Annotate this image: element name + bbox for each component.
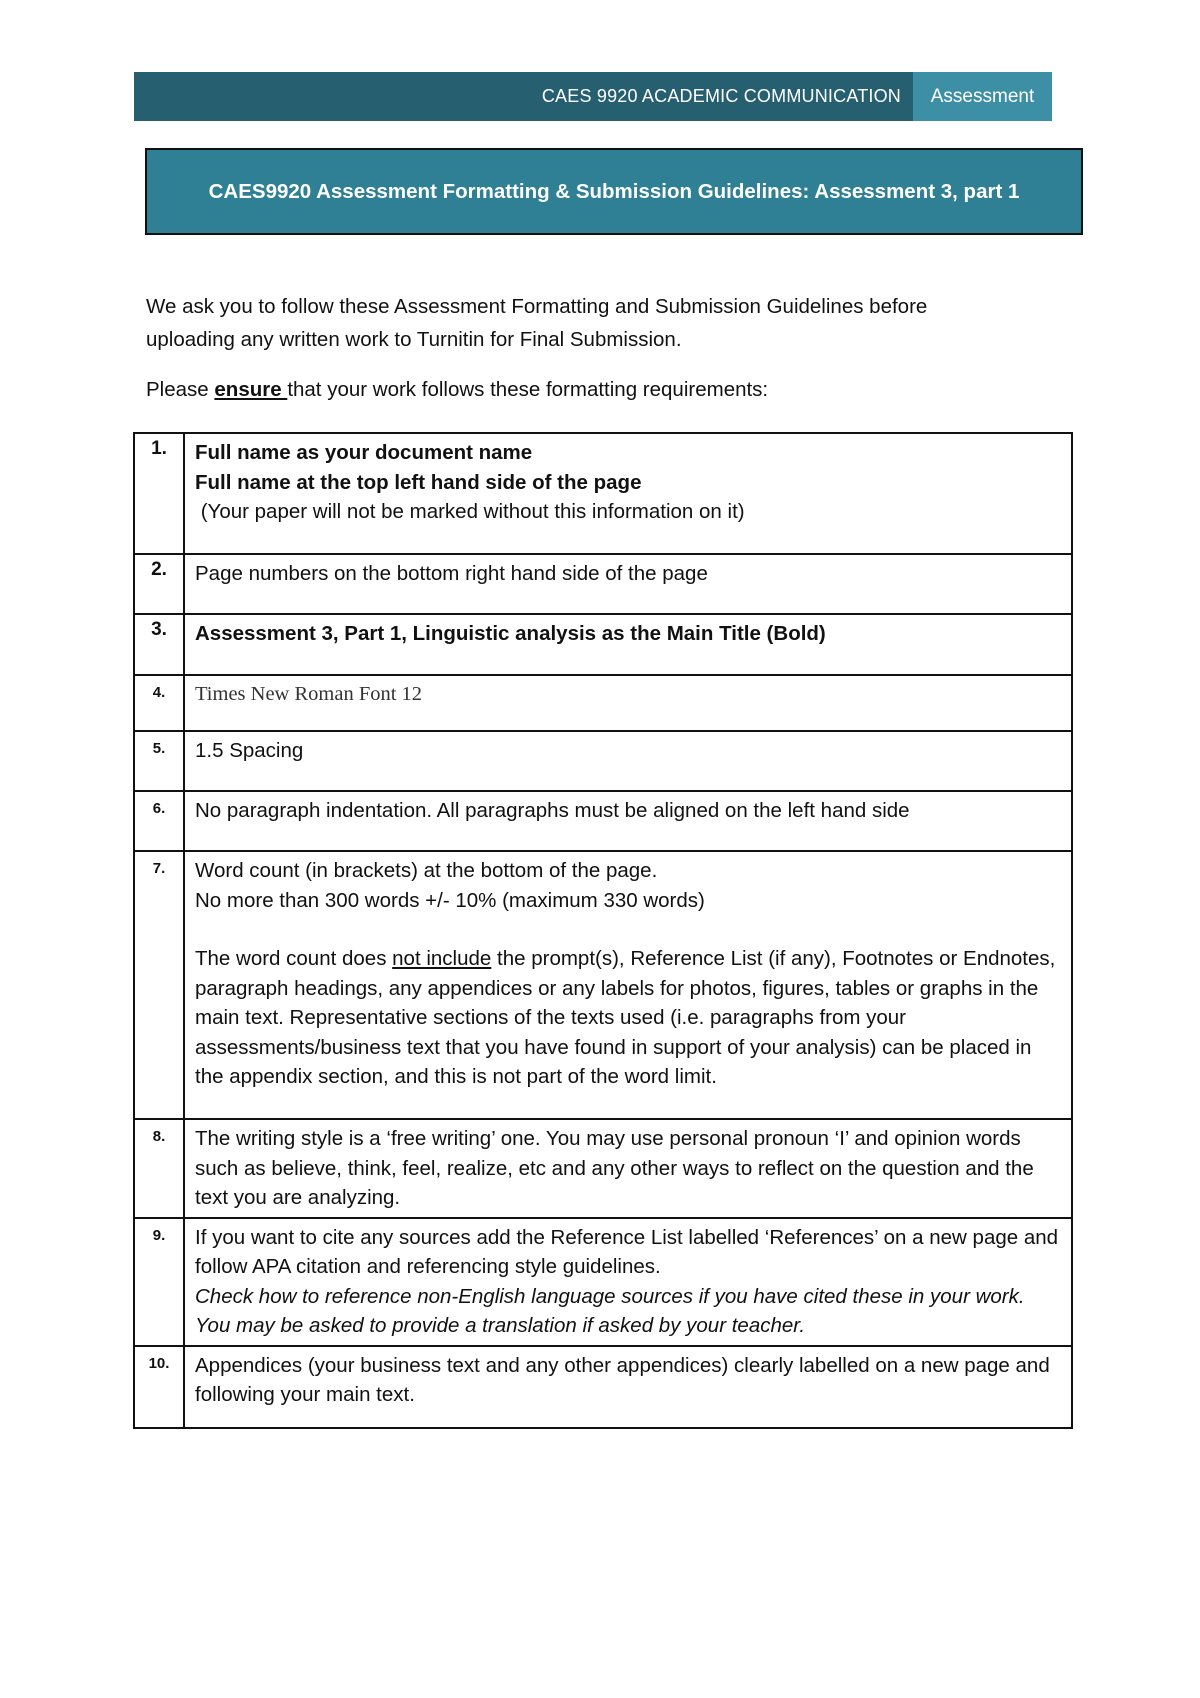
req-text: If you want to cite any sources add the Reference List labelled ‘References’ on a new page and follow APA citation and referencing style guidelines. bbox=[195, 1225, 1059, 1278]
row-content: Assessment 3, Part 1, Linguistic analysis as the Main Title (Bold) bbox=[184, 614, 1072, 675]
row-content: Page numbers on the bottom right hand side of the page bbox=[184, 554, 1072, 614]
row-content bbox=[184, 851, 1072, 1119]
table-row bbox=[134, 675, 1072, 731]
please-line bbox=[146, 378, 768, 402]
req-line: Full name as your document name bbox=[195, 441, 533, 464]
intro-line-1: We ask you to follow these Assessment Formatting and Submission Guidelines before bbox=[146, 295, 928, 318]
table-row bbox=[134, 554, 1072, 614]
table-row bbox=[134, 614, 1072, 675]
row-number: 10. bbox=[134, 1346, 184, 1428]
table-row bbox=[134, 433, 1072, 554]
table-row bbox=[134, 851, 1072, 1119]
row-number: 7. bbox=[134, 851, 184, 1119]
row-number: 8. bbox=[134, 1119, 184, 1218]
table-row bbox=[134, 1346, 1072, 1428]
row-content: Times New Roman Font 12 bbox=[184, 675, 1072, 731]
intro-paragraph bbox=[146, 290, 1086, 356]
intro-line-2: uploading any written work to Turnitin for Final Submission. bbox=[146, 328, 682, 351]
req-line: Word count (in brackets) at the bottom of the page. bbox=[195, 859, 658, 882]
table-row bbox=[134, 1218, 1072, 1346]
please-pre: Please bbox=[146, 378, 215, 401]
row-content: 1.5 Spacing bbox=[184, 731, 1072, 791]
table-row bbox=[134, 791, 1072, 851]
req-line: Full name at the top left hand side of the page bbox=[195, 470, 642, 494]
document-title: CAES9920 Assessment Formatting & Submission Guidelines: Assessment 3, part 1 bbox=[145, 148, 1083, 235]
row-number: 5. bbox=[134, 731, 184, 791]
req-paragraph bbox=[195, 944, 1063, 1092]
row-number: 2. bbox=[134, 554, 184, 614]
row-content bbox=[184, 433, 1072, 554]
please-post: that your work follows these formatting requirements: bbox=[287, 378, 769, 401]
req-text: The word count does bbox=[195, 947, 393, 970]
req-text: the prompt(s), Reference List (if any), Footnotes or Endnotes, paragraph headings, any appendices or any labels for photos, figures, tables or graphs in the main text. Representative sections of the texts used (i.e. paragraphs from your assessments/business text that you have found in support of your analysis) can be placed in the appendix section, and this is not part of the word limit. bbox=[195, 947, 1056, 1088]
header-bar bbox=[134, 72, 1052, 121]
row-number: 9. bbox=[134, 1218, 184, 1346]
row-content: The writing style is a ‘free writing’ one. You may use personal pronoun ‘I’ and opinion words such as believe, think, feel, realize, etc and any other ways to reflect on the question and the text you are analyzing. bbox=[184, 1119, 1072, 1218]
assessment-tab: Assessment bbox=[913, 72, 1052, 121]
course-title: CAES 9920 ACADEMIC COMMUNICATION bbox=[541, 86, 901, 106]
row-number: 1. bbox=[134, 433, 184, 554]
row-content: No paragraph indentation. All paragraphs must be aligned on the left hand side bbox=[184, 791, 1072, 851]
req-italic-note: Check how to reference non-English language sources if you have cited these in your work. You may be asked to provide a translation if asked by your teacher. bbox=[195, 1284, 1025, 1337]
row-number: 4. bbox=[134, 675, 184, 731]
row-content: Appendices (your business text and any other appendices) clearly labelled on a new page and following your main text. bbox=[184, 1346, 1072, 1428]
table-row bbox=[134, 1119, 1072, 1218]
row-number: 3. bbox=[134, 614, 184, 675]
req-line: No more than 300 words +/- 10% (maximum 330 words) bbox=[195, 888, 705, 912]
please-emphasis: ensure bbox=[214, 378, 288, 401]
req-line: (Your paper will not be marked without this information on it) bbox=[195, 500, 745, 523]
table-row bbox=[134, 731, 1072, 791]
row-content bbox=[184, 1218, 1072, 1346]
req-emphasis: not include bbox=[392, 947, 492, 970]
requirements-table bbox=[133, 432, 1073, 1429]
row-number: 6. bbox=[134, 791, 184, 851]
